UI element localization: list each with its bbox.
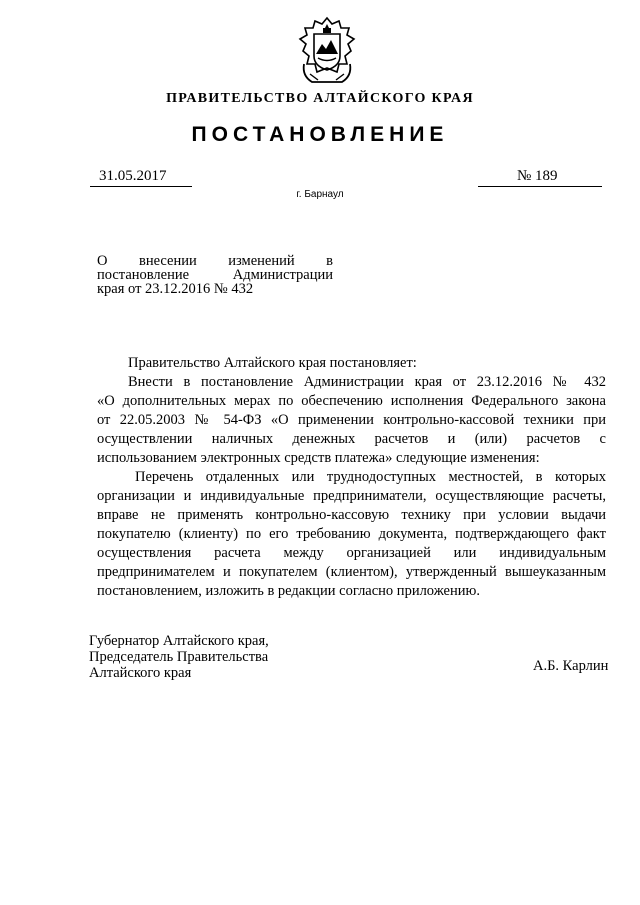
paragraph-line: предпринимателем и покупателем (клиентом), утвержденный вышеуказанным <box>97 564 606 580</box>
paragraph-line: Внести в постановление Администрации края от 23.12.2016 № 432 <box>128 374 606 390</box>
signer-position-line: Губернатор Алтайского края, <box>89 633 269 649</box>
subject-line: края от 23.12.2016 № 432 <box>97 281 254 297</box>
document-number: № 189 <box>517 168 558 184</box>
date-underline <box>90 186 192 187</box>
document-date: 31.05.2017 <box>99 168 167 184</box>
document-subject <box>97 254 333 296</box>
paragraph-line: осуществления расчета между организацией или индивидуальным <box>97 545 606 561</box>
signer-name: А.Б. Карлин <box>533 658 609 674</box>
paragraph-line: от 22.05.2003 № 54-ФЗ «О применении контрольно-кассовой техники при <box>97 412 606 428</box>
signer-position-line: Алтайского края <box>89 665 192 681</box>
document-type: ПОСТАНОВЛЕНИЕ <box>191 123 449 146</box>
preamble: Правительство Алтайского края постановляет: <box>128 355 417 371</box>
subject-line: постановление Администрации <box>97 268 333 282</box>
document-body <box>97 354 606 601</box>
paragraph-line: Перечень отдаленных или труднодоступных местностей, в которых <box>135 469 606 485</box>
paragraph-line: вправе не применять контрольно-кассовую технику при условии выдачи <box>97 507 606 523</box>
signer-position <box>89 633 269 681</box>
city: г. Барнаул <box>296 189 344 200</box>
number-underline <box>478 186 602 187</box>
altai-krai-coat-of-arms-icon <box>292 14 362 88</box>
paragraph-line: осуществлении наличных денежных расчетов и (или) расчетов с <box>97 431 606 447</box>
government-title: ПРАВИТЕЛЬСТВО АЛТАЙСКОГО КРАЯ <box>166 91 474 106</box>
paragraph-line: постановлением, изложить в редакции согласно приложению. <box>97 583 480 599</box>
paragraph-line: покупателю (клиенту) по его требованию документа, подтверждающего факт <box>97 526 606 542</box>
subject-line: О внесении изменений в <box>97 254 333 268</box>
paragraph-line: использованием электронных средств платежа» следующие изменения: <box>97 450 540 466</box>
paragraph-line: «О дополнительных мерах по обеспечению исполнения Федерального закона <box>97 393 606 409</box>
signer-position-line: Председатель Правительства <box>89 649 269 665</box>
paragraph-line: организации и индивидуальные предприниматели, осуществляющие расчеты, <box>97 488 606 504</box>
